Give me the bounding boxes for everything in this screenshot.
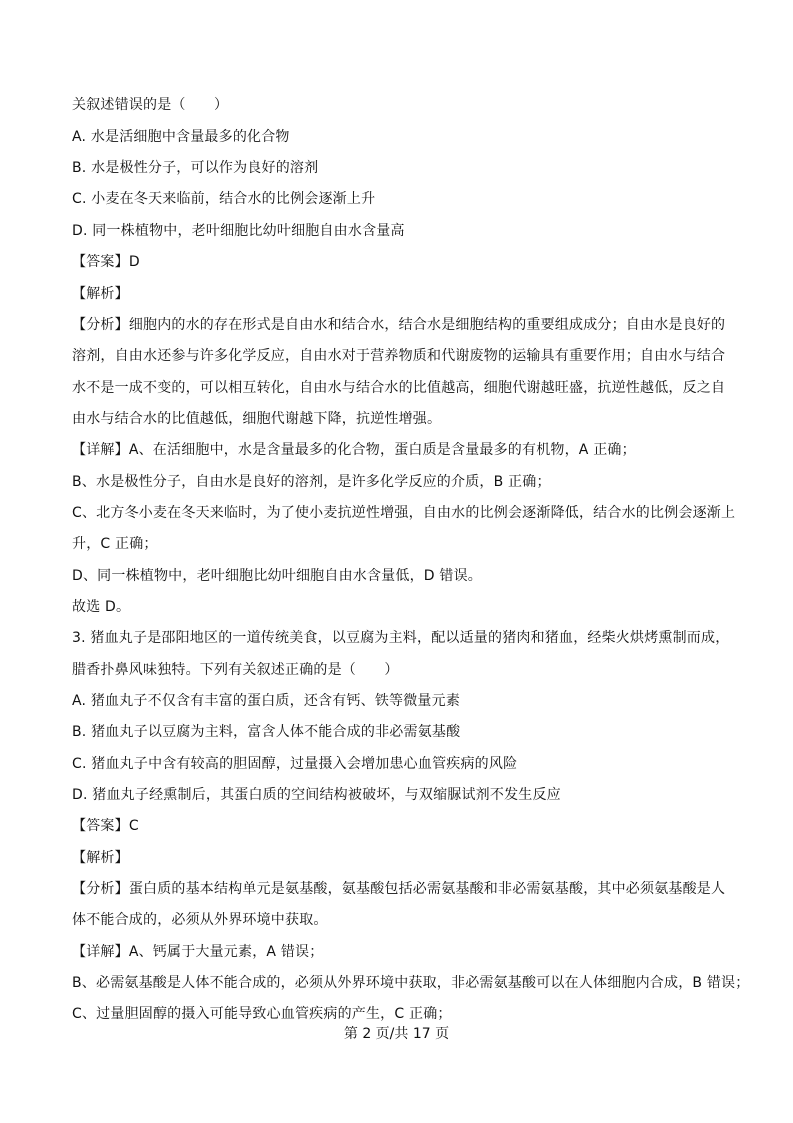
q2-detail-line-5: D、同一株植物中，老叶细胞比幼叶细胞自由水含量低，D 错误。 — [72, 568, 483, 584]
q3-detail-line-2: B、必需氨基酸是人体不能合成的，必须从外界环境中获取，非必需氨基酸可以在人体细胞内合成，B 错误； — [72, 975, 750, 991]
q2-stem: 关叙述错误的是（ ） — [72, 97, 229, 113]
q3-stem-line-2: 腊香扑鼻风味独特。下列有关叙述正确的是（ ） — [72, 662, 399, 678]
fenxi-label: 【分析】 — [72, 317, 129, 333]
q2-detail-line-2: B、水是极性分子，自由水是良好的溶剂，是许多化学反应的介质，B 正确； — [72, 474, 551, 490]
q3-fenxi-line-2: 体不能合成的，必须从外界环境中获取。 — [72, 912, 328, 928]
q2-fenxi-line-2: 溶剂，自由水还参与许多化学反应，自由水对于营养物质和代谢废物的运输具有重要作用；自由水与结合 — [72, 348, 726, 364]
q2-analysis-label: 【解析】 — [72, 286, 129, 302]
q3-fenxi-line-1 — [72, 879, 732, 899]
q2-option-b: B. 水是极性分子，可以作为良好的溶剂 — [72, 160, 319, 176]
detail-text: A、在活细胞中，水是含量最多的化合物，蛋白质是含量最多的有机物，A 正确； — [128, 442, 636, 458]
detail-label: 【详解】 — [72, 442, 129, 458]
q3-detail-line-3: C、过量胆固醇的摄入可能导致心血管疾病的产生，C 正确； — [72, 1006, 452, 1022]
answer-label: 【答案】 — [72, 254, 129, 270]
q3-option-d: D. 猪血丸子经熏制后，其蛋白质的空间结构被破坏，与双缩脲试剂不发生反应 — [72, 787, 561, 803]
page-footer: 第 2 页/共 17 页 — [343, 1026, 450, 1042]
detail-label: 【详解】 — [72, 944, 129, 960]
q3-stem-line-1: 3. 猪血丸子是邵阳地区的一道传统美食，以豆腐为主料，配以适量的猪肉和猪血，经柴火烘烤熏制而成， — [72, 630, 730, 646]
q2-fenxi-line-4: 由水与结合水的比值越低，细胞代谢越下降，抗逆性增强。 — [72, 411, 442, 427]
fenxi-text: 细胞内的水的存在形式是自由水和结合水，结合水是细胞结构的重要组成成分；自由水是良好的 — [128, 317, 726, 333]
q3-option-c: C. 猪血丸子中含有较高的胆固醇，过量摄入会增加患心血管疾病的风险 — [72, 756, 518, 772]
q2-option-d: D. 同一株植物中，老叶细胞比幼叶细胞自由水含量高 — [72, 223, 405, 239]
answer-value: D — [128, 254, 140, 270]
q2-option-c: C. 小麦在冬天来临前，结合水的比例会逐渐上升 — [72, 191, 376, 207]
q3-analysis-label: 【解析】 — [72, 850, 129, 866]
q2-detail-line-3: C、北方冬小麦在冬天来临时，为了使小麦抗逆性增强，自由水的比例会逐渐降低，结合水的比例会逐渐上 — [72, 505, 736, 521]
fenxi-label: 【分析】 — [72, 881, 129, 897]
q2-detail-line-1 — [72, 440, 732, 460]
q2-answer — [72, 252, 732, 272]
fenxi-text: 蛋白质的基本结构单元是氨基酸，氨基酸包括必需氨基酸和非必需氨基酸，其中必须氨基酸是人 — [128, 881, 726, 897]
detail-text: A、钙属于大量元素，A 错误； — [128, 944, 324, 960]
q2-option-a: A. 水是活细胞中含量最多的化合物 — [72, 129, 290, 145]
q3-detail-line-1 — [72, 942, 732, 962]
q2-conclusion: 故选 D。 — [72, 599, 131, 615]
q3-option-b: B. 猪血丸子以豆腐为主料，富含人体不能合成的非必需氨基酸 — [72, 724, 461, 740]
q2-fenxi-line-1 — [72, 315, 732, 335]
q3-answer — [72, 816, 732, 836]
q2-fenxi-line-3: 水不是一成不变的，可以相互转化，自由水与结合水的比值越高，细胞代谢越旺盛，抗逆性越低，反之自 — [72, 380, 726, 396]
answer-label: 【答案】 — [72, 818, 129, 834]
q2-detail-line-4: 升，C 正确； — [72, 536, 158, 552]
q3-option-a: A. 猪血丸子不仅含有丰富的蛋白质，还含有钙、铁等微量元素 — [72, 693, 461, 709]
answer-value: C — [128, 818, 139, 834]
